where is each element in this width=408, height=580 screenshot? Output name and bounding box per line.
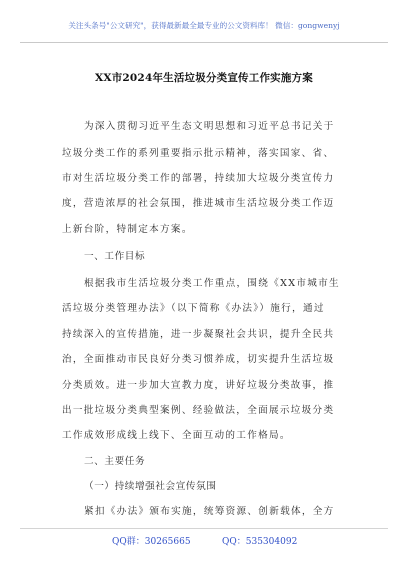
body-line: 根据我市生活垃圾分类工作重点，围绕《XX市城市生 <box>84 278 340 289</box>
body-line: 治，全面推动市民良好分类习惯养成，切实提升生活垃圾 <box>62 354 335 365</box>
body-line: 持续深入的宣传措施，进一步凝聚社会共识，提升全民共 <box>62 329 335 340</box>
body-line: 出一批垃圾分类典型案例、经验做法，全面展示垃圾分类 <box>62 405 335 416</box>
footer-divider <box>20 528 388 529</box>
body-line: 上新台阶，特制定本方案。 <box>62 224 193 235</box>
body-line: 工作成效形成线上线下、全面互动的工作格局。 <box>62 430 291 441</box>
body-line: 市对生活垃圾分类工作的部署，持续加大垃圾分类宣传力 <box>62 173 335 184</box>
body-line: 垃圾分类工作的系列重要指示批示精神，落实国家、省、 <box>62 148 335 159</box>
footer-qq-group: QQ群：30265665 <box>112 537 191 547</box>
section-heading: 一、工作目标 <box>84 251 146 262</box>
document-title: XX市2024年生活垃圾分类宣传工作实施方案 <box>95 72 313 84</box>
header-banner: 关注头条号"公文研究"，获得最新最全最专业的公文资料库！ 微信：gongwenyj <box>68 21 340 30</box>
body-line: 紧扣《办法》颁布实施，统筹资源、创新载体，全方 <box>84 506 335 517</box>
header-divider <box>20 42 388 43</box>
footer-qq-number: QQ：535304092 <box>222 537 298 547</box>
subsection-heading: （一）持续增强社会宣传氛围 <box>84 481 217 492</box>
body-line: 为深入贯彻习近平生态文明思想和习近平总书记关于 <box>84 121 335 132</box>
section-heading: 二、主要任务 <box>84 456 146 467</box>
body-line: 活垃圾分类管理办法》（以下简称《办法》）施行，通过 <box>62 303 325 314</box>
body-line: 分类质效。进一步加大宣教力度，讲好垃圾分类故事，推 <box>62 380 335 391</box>
body-line: 度，营造浓厚的社会氛围，推进城市生活垃圾分类工作迈 <box>62 198 335 209</box>
